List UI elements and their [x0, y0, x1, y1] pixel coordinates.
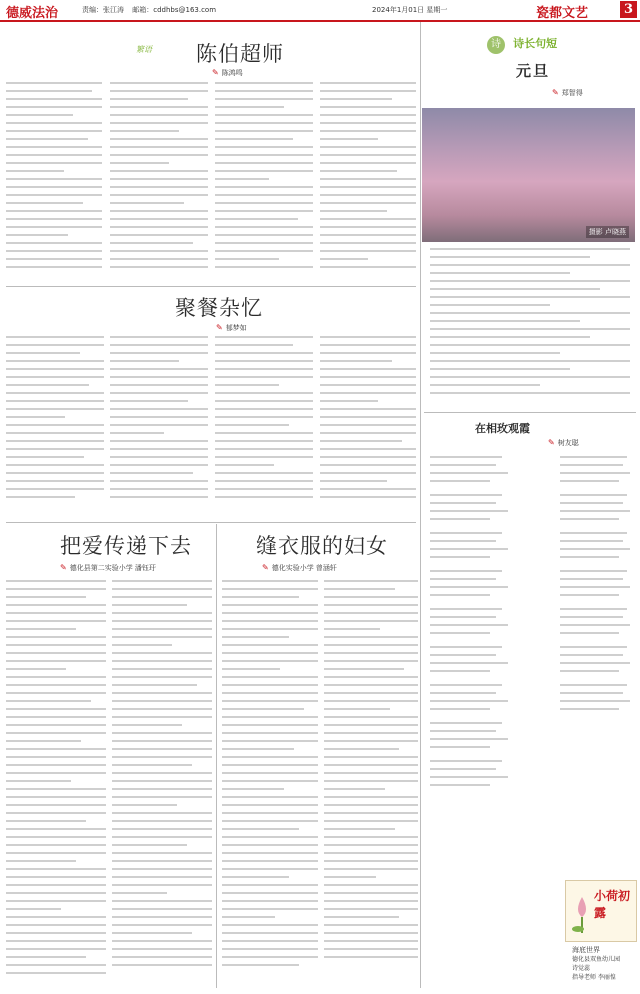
footer-teacher: 指导老师 李丽惶 — [572, 974, 616, 981]
divider — [6, 286, 416, 287]
article-3-column-2 — [112, 580, 212, 986]
page-number: 3 — [620, 1, 637, 18]
article-1-column-4 — [320, 82, 416, 282]
poem-2-body-continued — [560, 456, 634, 856]
article-byline-4: ✎ 德化实验小学 曾涵轩 — [262, 563, 337, 572]
footer-author: 诗觉蕊 — [572, 965, 591, 972]
article-1-column-3 — [215, 82, 313, 282]
pen-icon: ✎ — [548, 438, 555, 447]
paper-logo: 德威法治 — [6, 6, 59, 21]
article-byline-3: ✎ 德化县第二实验小学 潘钰玗 — [60, 563, 156, 572]
article-tag: 繁语 — [136, 45, 152, 54]
divider — [424, 412, 636, 413]
poem-2-body — [430, 456, 550, 856]
pen-icon: ✎ — [552, 88, 559, 97]
section-title: 瓷都文艺 — [536, 6, 589, 21]
article-title-4: 缝衣服的妇女 — [256, 534, 388, 558]
divider — [216, 524, 217, 988]
article-byline-1: ✎ 陈鸿鸣 — [212, 68, 243, 77]
poem-title: 元旦 — [516, 62, 551, 80]
pen-icon: ✎ — [212, 68, 219, 77]
footer-caption — [572, 946, 636, 982]
photo-caption: 摄影 卢晓燕 — [586, 226, 629, 238]
email-label: 邮箱：cddhbs@163.com — [132, 6, 217, 14]
article-1-column-1 — [6, 82, 102, 282]
poem-2-byline: ✎ 树友聪 — [548, 438, 579, 447]
pen-icon: ✎ — [60, 563, 67, 572]
poem-body — [430, 248, 630, 408]
article-byline-2: ✎ 郁梦如 — [216, 323, 247, 332]
article-3-column-1 — [6, 580, 106, 986]
lotus-icon — [570, 895, 594, 935]
masthead-meta — [82, 5, 222, 15]
poem-2-title: 在相玫观霞 — [475, 422, 530, 435]
article-title-2: 聚餐杂忆 — [175, 296, 263, 320]
divider — [6, 522, 416, 523]
footer-title: 海底世界 — [572, 946, 600, 954]
column-label-icon: 诗 — [487, 36, 505, 54]
kids-corner-title: 小荷初露 — [594, 889, 631, 920]
article-title-1: 陈伯超师 — [196, 42, 284, 66]
blossom-photo — [422, 108, 635, 242]
editor-label: 责编：张江涛 — [82, 6, 124, 14]
footer-school: 德化县双鱼幼儿园 — [572, 956, 621, 963]
article-2-column-4 — [320, 336, 416, 518]
pen-icon: ✎ — [216, 323, 223, 332]
article-1-column-2 — [110, 82, 208, 282]
article-2-column-2 — [110, 336, 208, 518]
article-4-column-2 — [324, 580, 418, 986]
article-4-column-1 — [222, 580, 318, 986]
article-2-column-3 — [215, 336, 313, 518]
divider — [420, 22, 421, 988]
kids-corner — [565, 880, 637, 942]
pen-icon: ✎ — [262, 563, 269, 572]
issue-date: 2024年1月01日 星期一 — [372, 6, 448, 14]
article-2-column-1 — [6, 336, 104, 518]
article-title-3: 把爱传递下去 — [60, 534, 192, 558]
poetry-column-label: 诗 诗长句短 — [487, 32, 597, 58]
poem-byline: ✎ 郑智得 — [552, 88, 583, 97]
